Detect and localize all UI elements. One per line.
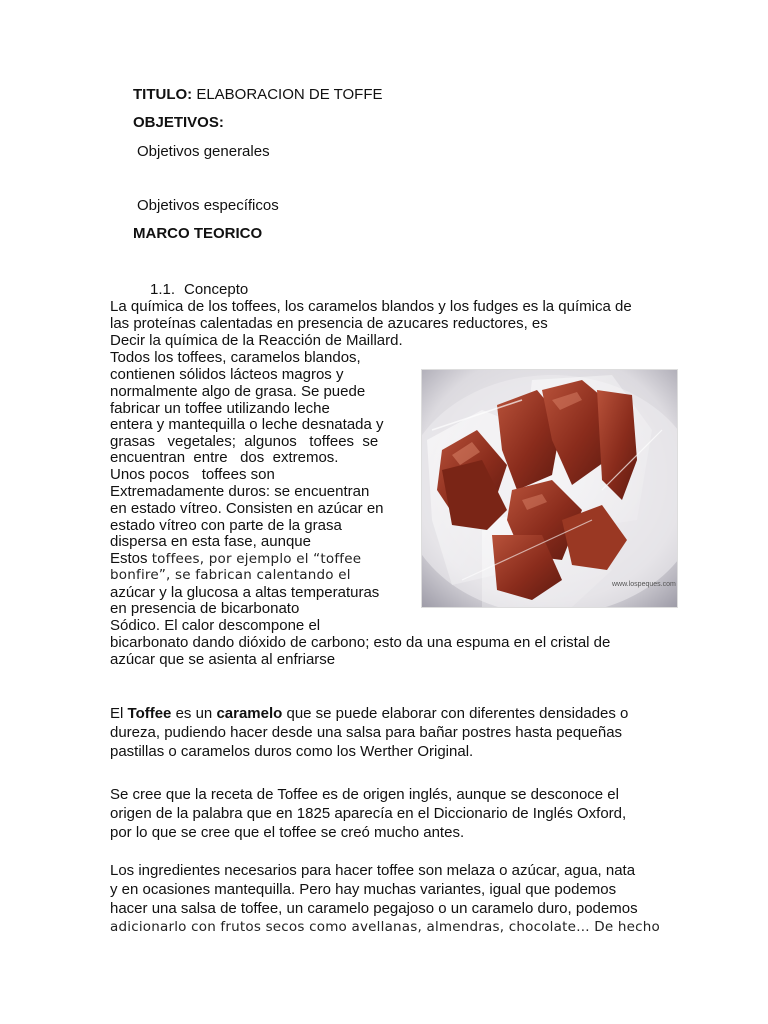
wrap-line: estado vítreo con parte de la grasa — [110, 517, 342, 534]
title-value: ELABORACION DE TOFFE — [196, 86, 383, 103]
wrap-line: Todos los toffees, caramelos blandos, — [110, 349, 361, 366]
title-line — [133, 86, 382, 103]
para3-line: hacer una salsa de toffee, un caramelo pegajoso o un caramelo duro, podemos — [110, 900, 638, 917]
general-objectives: Objetivos generales — [137, 143, 270, 160]
objectives-heading: OBJETIVOS: — [133, 114, 224, 131]
section-title: Concepto — [184, 281, 249, 298]
wrap-line: fabricar un toffee utilizando leche — [110, 400, 330, 417]
text-run: que se puede elaborar con diferentes densidades o — [282, 705, 629, 722]
toffee-illustration — [422, 370, 677, 607]
intro-line: La química de los toffees, los caramelos blandos y los fudges es la química de — [110, 298, 632, 315]
wrap-line: contienen sólidos lácteos magros y — [110, 366, 344, 383]
wrap-line: Sódico. El calor descompone el — [110, 617, 321, 634]
title-label: TITULO: — [133, 86, 193, 103]
bold-term-toffee: Toffee — [127, 705, 172, 722]
wrap-line-mixed — [110, 550, 361, 568]
photo-watermark: www.lospeques.com — [612, 581, 676, 588]
after-line: bicarbonato dando dióxido de carbono; esto da una espuma en el cristal de — [110, 634, 611, 651]
wrap-line: encuentran entre dos extremos. — [110, 449, 339, 466]
specific-objectives: Objetivos específicos — [137, 197, 279, 214]
toffee-photo — [421, 369, 678, 608]
wrap-line-alt-font: toffees, por ejemplo el “toffee — [151, 551, 362, 567]
wrap-line-start: Estos — [110, 550, 152, 567]
para2-line: por lo que se cree que el toffee se creó mucho antes. — [110, 824, 465, 841]
wrap-line-alt-font: bonfire”, se fabrican calentando el — [110, 567, 351, 583]
para3-line: Los ingredientes necesarios para hacer toffee son melaza o azúcar, agua, nata — [110, 862, 636, 879]
para1-line: pastillas o caramelos duros como los Werther Original. — [110, 743, 474, 760]
wrap-line: Unos pocos toffees son — [110, 466, 275, 483]
para2-line: Se cree que la receta de Toffee es de origen inglés, aunque se desconoce el — [110, 786, 619, 803]
wrap-line: en estado vítreo. Consisten en azúcar en — [110, 500, 384, 517]
wrap-line: grasas vegetales; algunos toffees se — [110, 433, 379, 450]
section-number: 1.1. — [150, 281, 176, 298]
bold-term-caramelo: caramelo — [216, 705, 283, 722]
text-run: El — [110, 705, 128, 722]
intro-line: Decir la química de la Reacción de Maillard. — [110, 332, 403, 349]
wrap-line: entera y mantequilla o leche desnatada y — [110, 416, 384, 433]
para2-line: origen de la palabra que en 1825 aparecía en el Diccionario de Inglés Oxford, — [110, 805, 627, 822]
para3-line: y en ocasiones mantequilla. Pero hay muchas variantes, igual que podemos — [110, 881, 617, 898]
wrap-line: en presencia de bicarbonato — [110, 600, 300, 617]
para3-line-alt-font: adicionarlo con frutos secos como avellanas, almendras, chocolate… De hecho — [110, 919, 660, 935]
para1-line: dureza, pudiendo hacer desde una salsa para bañar postres hasta pequeñas — [110, 724, 623, 741]
text-run: es un — [171, 705, 217, 722]
para1-line — [110, 705, 628, 722]
wrap-line: dispersa en esta fase, aunque — [110, 533, 311, 550]
after-line: azúcar que se asienta al enfriarse — [110, 651, 336, 668]
wrap-line: normalmente algo de grasa. Se puede — [110, 383, 366, 400]
intro-line: las proteínas calentadas en presencia de azucares reductores, es — [110, 315, 548, 332]
wrap-line: azúcar y la glucosa a altas temperaturas — [110, 584, 380, 601]
wrap-line: Extremadamente duros: se encuentran — [110, 483, 370, 500]
theoretical-framework-heading: MARCO TEORICO — [133, 225, 263, 242]
